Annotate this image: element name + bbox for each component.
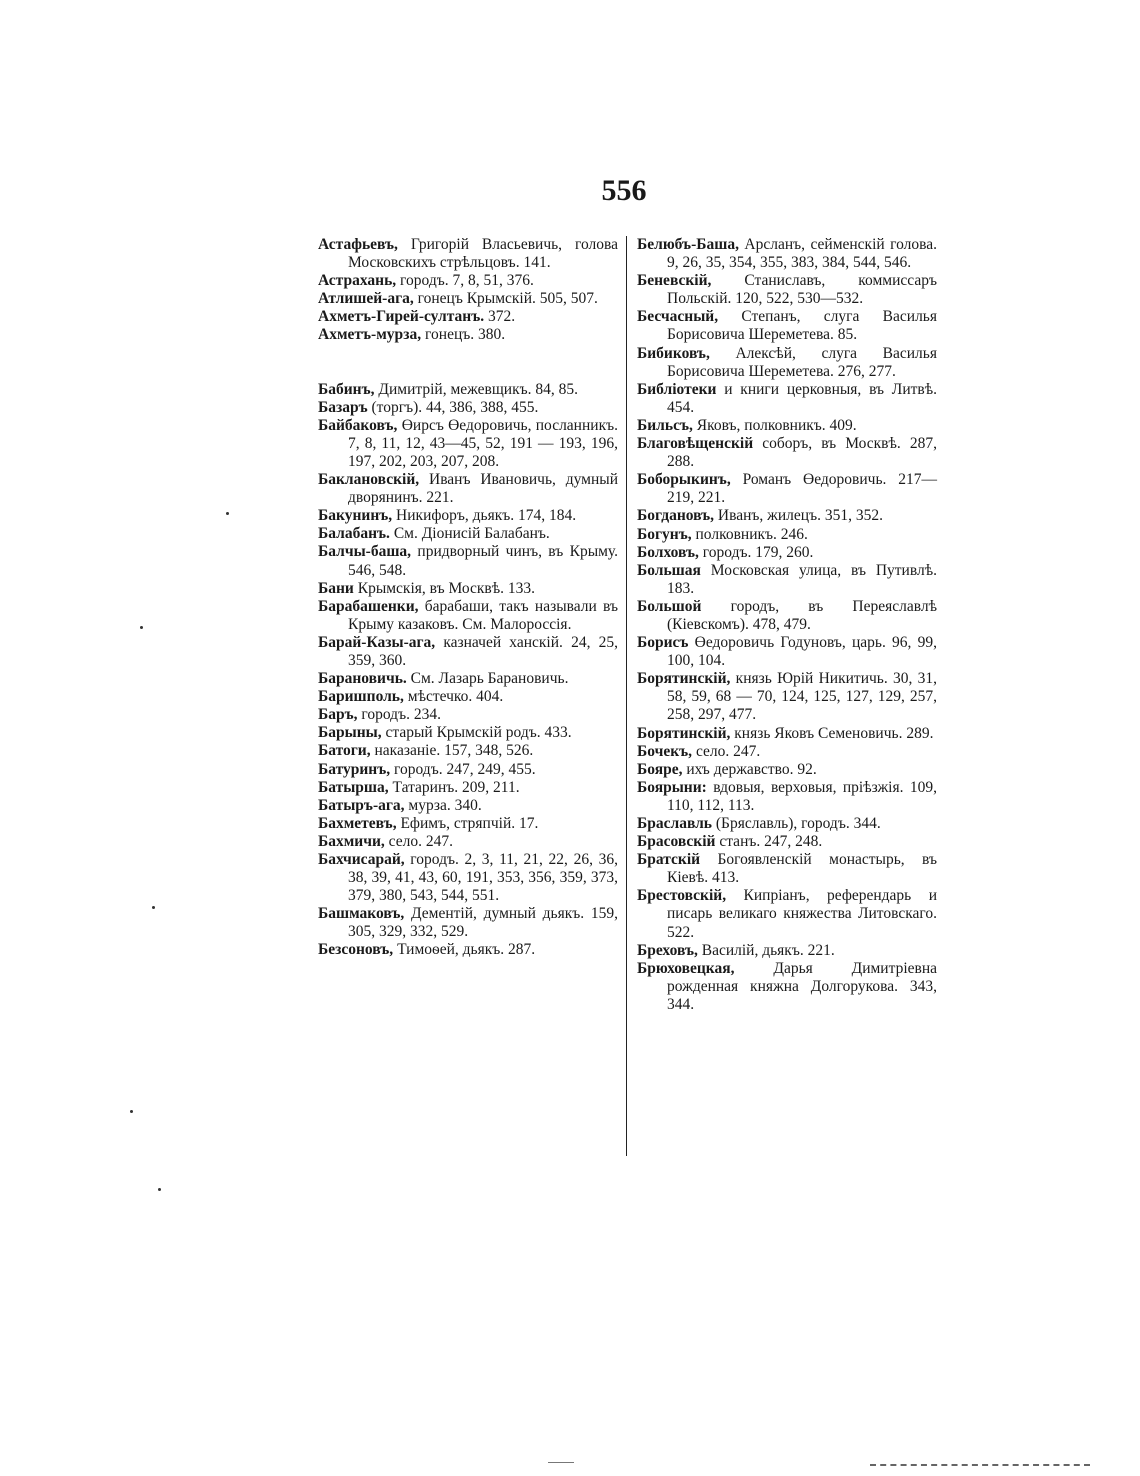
entry-text: Татаринъ. 209, 211. [388, 778, 520, 796]
index-entry [318, 905, 618, 941]
entry-headword: Бояре, [637, 760, 683, 778]
entry-text: См. Лазарь Барановичь. [406, 670, 569, 688]
entry-text: Василій, дьякъ. 221. [697, 941, 835, 959]
index-entry [318, 308, 618, 326]
index-column-right [637, 236, 937, 1014]
entry-headword: Батуринъ, [318, 760, 391, 778]
entry-text: гонецъ Крымскій. 505, 507. [413, 290, 598, 308]
entry-text: Тимоѳей, дьякъ. 287. [393, 941, 536, 959]
entry-headword: Большой [637, 597, 702, 615]
index-entry [637, 308, 937, 344]
column-divider [626, 236, 627, 1156]
entry-headword: Беневскій, [637, 272, 712, 290]
entry-text: Ефимъ, стряпчій. 17. [396, 814, 539, 832]
entry-text: Дарья Димитріевна рожденная княжна Долгорукова. 343, 344. [667, 959, 937, 1013]
index-entry [637, 761, 937, 779]
index-entry [318, 471, 618, 507]
index-entry [318, 779, 618, 797]
entry-text: старый Крымскій родъ. 433. [381, 724, 572, 742]
scan-speck [226, 512, 229, 515]
entry-headword: Атлишей-ага, [318, 290, 414, 308]
index-entry [637, 743, 937, 761]
entry-text: соборъ, въ Москвѣ. 287, 288. [667, 435, 937, 471]
entry-text: Богоявленскій монастырь, въ Кіевѣ. 413. [667, 851, 937, 887]
entry-text: Станиславъ, коммиссаръ Польскій. 120, 522, 530—532. [667, 272, 937, 308]
entry-headword: Богунъ, [637, 525, 692, 543]
index-entry [637, 381, 937, 417]
entry-headword: Бакунинъ, [318, 507, 393, 525]
entry-headword: Башмаковъ, [318, 905, 405, 923]
entry-headword: Бахчисарай, [318, 851, 405, 868]
scan-speck [130, 1110, 133, 1113]
entry-text: полковникъ. 246. [691, 525, 808, 543]
index-entry [637, 833, 937, 851]
entry-headword: Борисъ [637, 634, 689, 652]
entry-headword: Белюбъ-Баша, [637, 236, 739, 253]
index-entry [318, 724, 618, 742]
index-entry [318, 598, 618, 634]
entry-headword: Бочекъ, [637, 742, 693, 760]
entry-text: (Бряславль), городъ. 344. [712, 815, 881, 832]
entry-text: Арсланъ, сейменскій голова. 9, 26, 35, 354, 355, 383, 384, 544, 546. [667, 236, 937, 272]
entry-text: Московская улица, въ Путивлѣ. 183. [667, 561, 937, 597]
index-entry [318, 381, 618, 399]
entry-headword: Бахметевъ, [318, 814, 397, 832]
entry-headword: Баришполь, [318, 688, 404, 706]
entry-headword: Борятинскій, [637, 670, 731, 688]
entry-headword: Барыны, [318, 724, 382, 742]
index-entry [318, 399, 618, 417]
entry-headword: Брестовскій, [637, 887, 727, 905]
index-entry [318, 833, 618, 851]
index-entry [637, 887, 937, 941]
entry-headword: Батырша, [318, 778, 389, 796]
entry-text: наказаніе. 157, 348, 526. [370, 742, 534, 760]
index-entry [318, 815, 618, 833]
index-entry [318, 525, 618, 543]
entry-text: мѣстечко. 404. [403, 688, 504, 706]
entry-text: мурза. 340. [404, 796, 482, 814]
entry-headword: Барановичь. [318, 670, 407, 688]
entry-text: Өедоровичь Годуновъ, царь. 96, 99, 100, 104. [667, 634, 937, 670]
entry-headword: Брасовскій [637, 833, 716, 851]
index-entry [637, 544, 937, 562]
index-entry [637, 417, 937, 435]
index-entry [637, 471, 937, 507]
scan-dashes [870, 1464, 1090, 1466]
index-entry [318, 797, 618, 815]
entry-headword: Брюховецкая, [637, 959, 735, 977]
entry-text: городъ. 179, 260. [698, 543, 814, 561]
entry-headword: Безсоновъ, [318, 941, 394, 959]
entry-headword: Бибиковъ, [637, 344, 710, 362]
index-entry [637, 851, 937, 887]
entry-text: городъ. 234. [357, 706, 441, 724]
scan-speck [158, 1188, 161, 1191]
index-entry [318, 941, 618, 959]
entry-text: Григорій Власьевичь, голова Московскихъ стрѣльцовъ. 141. [348, 236, 618, 272]
entry-headword: Болховъ, [637, 543, 699, 561]
index-entry [318, 688, 618, 706]
entry-headword: Батыръ-ага, [318, 796, 405, 814]
entry-text: Өирсъ Өедоровичь, посланникъ. 7, 8, 11, 12, 43—45, 52, 191 — 193, 196, 197, 202, 203, 207, 208. [348, 416, 618, 470]
entry-headword: Боборыкинъ, [637, 471, 731, 489]
entry-text: казначей ханскій. 24, 25, 359, 360. [348, 633, 618, 669]
index-entry [637, 670, 937, 724]
entry-text: придворный чинъ, въ Крыму. 546, 548. [348, 543, 618, 579]
entry-text: См. Діонисій Балабанъ. [389, 525, 550, 543]
index-entry [318, 417, 618, 471]
entry-headword: Базаръ [318, 398, 368, 416]
entry-headword: Бесчасный, [637, 308, 719, 326]
index-entry [637, 634, 937, 670]
entry-headword: Богдановъ, [637, 507, 715, 525]
entry-headword: Балабанъ. [318, 525, 390, 543]
entry-headword: Баклановскій, [318, 471, 420, 489]
entry-text: село. 247. [692, 742, 761, 760]
index-entry [637, 562, 937, 598]
index-entry [637, 236, 937, 272]
entry-text: Иванъ Ивановичь, думный дворянинъ. 221. [348, 471, 618, 507]
index-entry [637, 345, 937, 381]
entry-text: городъ. 247, 249, 455. [390, 760, 536, 778]
entry-text: Романъ Өедоровичь. 217—219, 221. [667, 471, 937, 507]
entry-headword: Ахметъ-Гирей-султанъ. [318, 308, 485, 326]
entry-headword: Борятинскій, [637, 724, 731, 742]
index-entry [318, 742, 618, 760]
index-entry [637, 815, 937, 833]
entry-text: Никифоръ, дьякъ. 174, 184. [392, 507, 577, 525]
entry-text: Алексѣй, слуга Василья Борисовича Шереметева. 276, 277. [667, 344, 937, 380]
entry-text: (торгъ). 44, 386, 388, 455. [367, 398, 539, 416]
index-entry [318, 326, 618, 344]
entry-headword: Баръ, [318, 706, 358, 724]
entry-headword: Бабинъ, [318, 380, 375, 398]
index-entry [637, 598, 937, 634]
entry-text: ихъ державство. 92. [682, 760, 817, 778]
entry-headword: Благовѣщенскій [637, 435, 754, 453]
entry-headword: Бахмичи, [318, 832, 385, 850]
index-entry [637, 272, 937, 308]
index-entry [637, 526, 937, 544]
entry-text: вдовыя, верховыя, пріѣзжія. 109, 110, 112, 113. [667, 778, 937, 814]
entry-text: Степанъ, слуга Василья Борисовича Шереметева. 85. [667, 308, 937, 344]
index-entry [318, 543, 618, 579]
entry-headword: Боярыни: [637, 778, 707, 796]
entry-headword: Астафьевъ, [318, 236, 398, 253]
entry-text: городъ, въ Переяславлѣ (Кіевскомъ). 478, 479. [667, 597, 937, 633]
entry-text: барабаши, такъ называли въ Крыму казаковъ. См. Малороссія. [348, 597, 618, 633]
index-entry [318, 272, 618, 290]
index-entry [637, 507, 937, 525]
entry-text: Дементій, думный дьякъ. 159, 305, 329, 332, 529. [348, 905, 618, 941]
index-entry [318, 290, 618, 308]
entry-text: 372. [484, 308, 516, 326]
index-entry [318, 236, 618, 272]
index-entry [318, 507, 618, 525]
entry-group-b [318, 381, 618, 960]
entry-text: городъ. 2, 3, 11, 21, 22, 26, 36, 38, 39, 41, 43, 60, 191, 353, 356, 359, 373, 379, 380, 543, 544, 551. [348, 851, 618, 905]
entry-text: село. 247. [384, 832, 453, 850]
scan-smudge [548, 1462, 574, 1463]
entry-group-a [318, 236, 618, 345]
entry-text: Крымскія, въ Москвѣ. 133. [353, 579, 536, 597]
index-entry [318, 670, 618, 688]
entry-text: князь Юрій Никитичь. 30, 31, 58, 59, 68 — 70, 124, 125, 127, 129, 257, 258, 297, 477. [667, 670, 937, 724]
page-number: 556 [601, 174, 647, 207]
entry-headword: Братскій [637, 851, 701, 869]
entry-headword: Батоги, [318, 742, 371, 760]
entry-headword: Барабашенки, [318, 597, 419, 615]
entry-headword: Бильсъ, [637, 416, 693, 434]
index-entry [637, 942, 937, 960]
entry-text: Кипріанъ, референдарь и писарь великаго княжества Литовскаго. 522. [667, 887, 937, 941]
entry-headword: Бани [318, 579, 354, 597]
entry-headword: Браславль [637, 815, 713, 832]
entry-headword: Ахметъ-мурза, [318, 326, 422, 344]
index-entry [318, 580, 618, 598]
entry-text: князь Яковъ Семеновичь. 289. [730, 724, 934, 742]
entry-text: гонецъ. 380. [421, 326, 506, 344]
index-entry [318, 851, 618, 905]
index-entry [637, 779, 937, 815]
entry-headword: Большая [637, 561, 701, 579]
index-entry [637, 960, 937, 1014]
index-entry [637, 725, 937, 743]
entry-text: и книги церковныя, въ Литвѣ. 454. [667, 380, 937, 416]
index-entry [637, 435, 937, 471]
entry-text: Иванъ, жилецъ. 351, 352. [714, 507, 883, 525]
entry-headword: Библіотеки [637, 380, 717, 398]
entry-headword: Байбаковъ, [318, 416, 398, 434]
index-column-left [318, 236, 618, 960]
entry-text: Яковъ, полковникъ. 409. [692, 416, 857, 434]
entry-text: Димитрій, межевщикъ. 84, 85. [374, 380, 578, 398]
scan-speck [140, 626, 143, 629]
entry-headword: Барай-Казы-ага, [318, 633, 436, 651]
entry-text: станъ. 247, 248. [715, 833, 823, 851]
letter-gap [318, 345, 618, 381]
entry-text: городъ. 7, 8, 51, 376. [396, 272, 534, 290]
scan-speck [152, 906, 155, 909]
index-entry [318, 706, 618, 724]
index-entry [318, 761, 618, 779]
entry-headword: Бреховъ, [637, 941, 698, 959]
index-entry [318, 634, 618, 670]
entry-headword: Балчы-баша, [318, 543, 412, 561]
entry-headword: Астрахань, [318, 272, 397, 290]
